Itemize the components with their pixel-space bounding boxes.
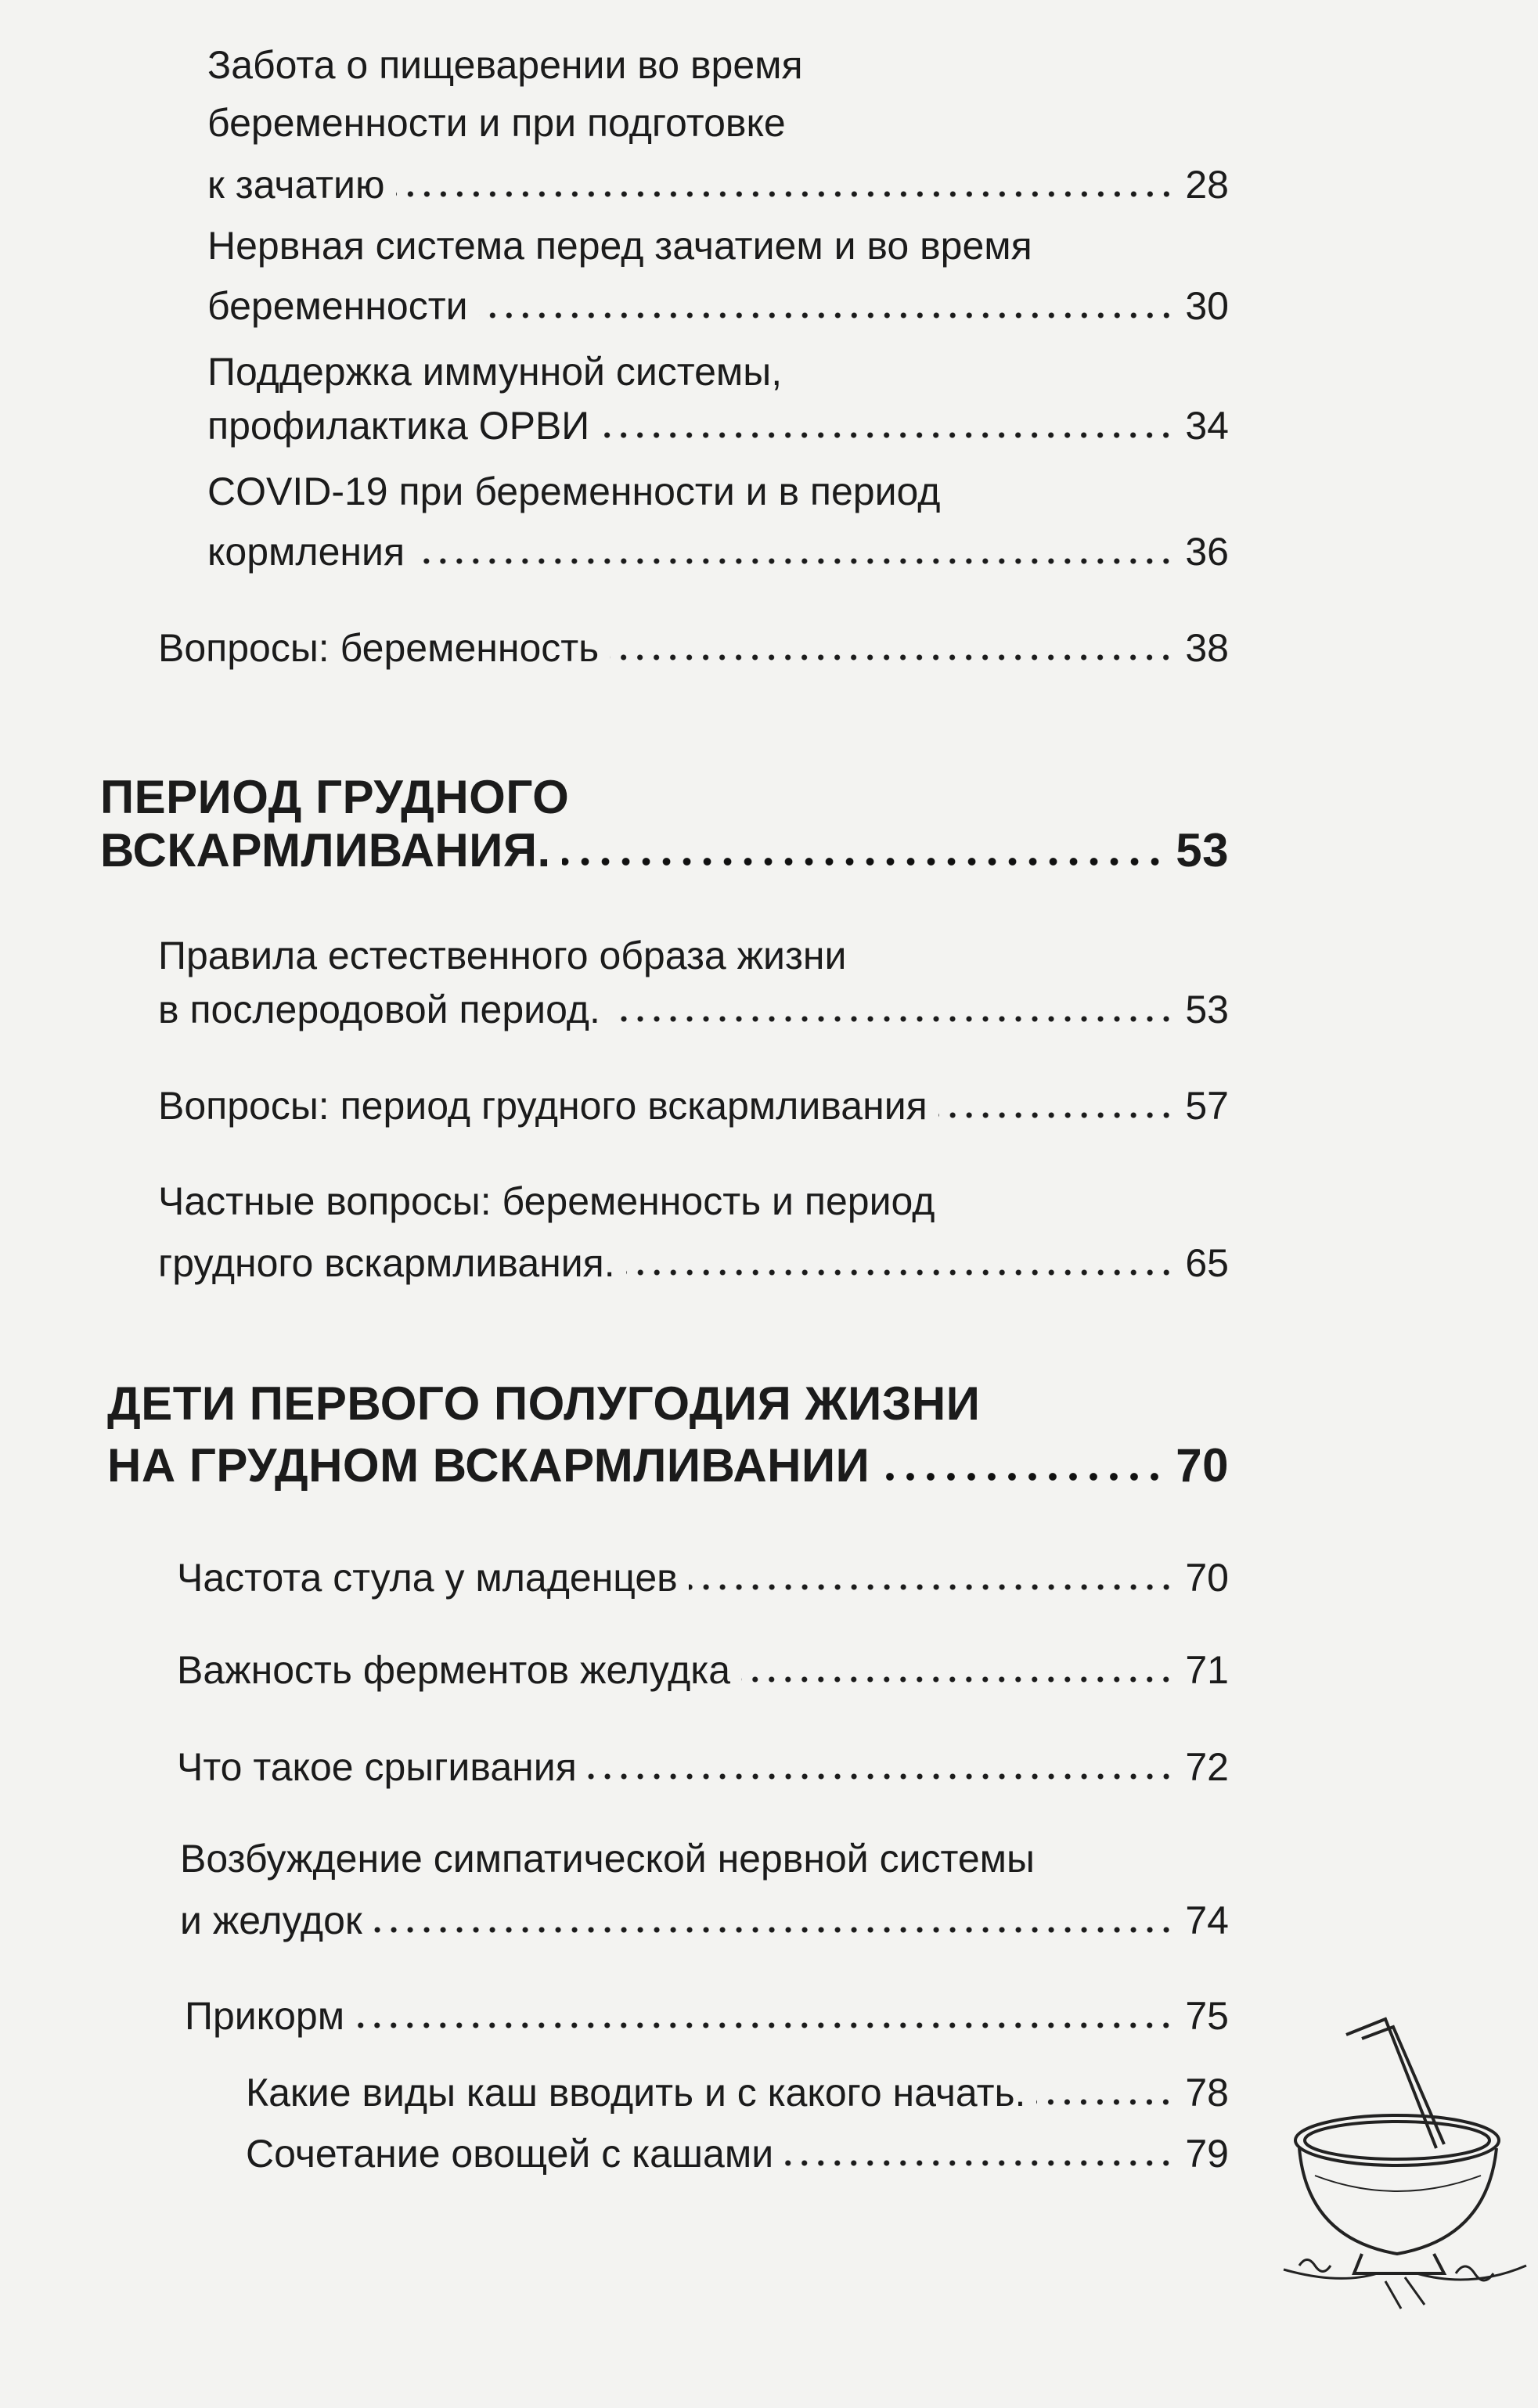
toc-entry	[207, 521, 1229, 582]
toc-page-number: 70	[1176, 1439, 1229, 1492]
toc-line	[100, 824, 1229, 877]
toc-page-number: 53	[1185, 988, 1229, 1031]
dot-leader	[626, 1269, 1175, 1276]
toc-entry	[207, 154, 1229, 215]
dot-leader	[938, 1111, 1175, 1119]
toc-entry-title: в послеродовой период.	[158, 988, 600, 1031]
dot-leader	[881, 1472, 1165, 1481]
toc-line	[180, 1890, 1229, 1951]
dot-leader	[610, 653, 1174, 661]
toc-page-number: 38	[1185, 626, 1229, 670]
toc-page-number: 53	[1176, 824, 1229, 876]
toc-entry	[185, 1985, 1229, 2046]
toc-line	[207, 395, 1229, 456]
dot-leader	[373, 1926, 1175, 1934]
toc-entry	[158, 617, 1229, 678]
dot-leader	[741, 1676, 1174, 1683]
toc-line	[246, 2062, 1229, 2123]
toc-line	[185, 1985, 1229, 2046]
toc-entry-title: ВСКАРМЛИВАНИЯ.	[100, 824, 551, 876]
toc-line	[180, 1828, 1229, 1889]
dot-leader	[784, 2159, 1174, 2167]
toc-entry-title: ПЕРИОД ГРУДНОГО	[100, 771, 570, 823]
toc-line	[207, 34, 1229, 95]
mortar-and-pestle-illustration	[1268, 2003, 1534, 2316]
toc-section-heading	[100, 824, 1229, 877]
toc-page-number: 30	[1185, 284, 1229, 328]
toc-line	[177, 1737, 1229, 1798]
toc-entry-title: кормления	[207, 530, 405, 574]
toc-entry-title: беременности	[207, 284, 468, 328]
toc-entry	[177, 1737, 1229, 1798]
toc-line	[207, 154, 1229, 215]
toc-line	[158, 1171, 1229, 1232]
toc-line	[158, 617, 1229, 678]
toc-line	[158, 979, 1229, 1040]
toc-line	[207, 341, 1229, 402]
toc-entry-title: ДЕТИ ПЕРВОГО ПОЛУГОДИЯ ЖИЗНИ	[107, 1377, 981, 1430]
toc-line	[158, 1233, 1229, 1294]
toc-line	[177, 1640, 1229, 1701]
toc-entry	[158, 1233, 1229, 1294]
toc-section-heading	[100, 771, 1229, 824]
toc-section-heading	[107, 1439, 1229, 1492]
toc-entry-title: Частные вопросы: беременность и период	[158, 1179, 935, 1223]
toc-entry	[158, 1075, 1229, 1136]
toc-entry	[207, 275, 1229, 337]
toc-entry-title: Частота стула у младенцев	[177, 1556, 678, 1600]
toc-page-number: 71	[1185, 1648, 1229, 1692]
toc-page-number: 79	[1185, 2132, 1229, 2176]
toc-entry	[207, 341, 1229, 402]
toc-entry	[158, 925, 1229, 986]
toc-page-number: 70	[1185, 1556, 1229, 1600]
toc-entry-title: беременности и при подготовке	[207, 101, 786, 145]
toc-entry-title: Прикорм	[185, 1994, 345, 2038]
toc-entry-title: Возбуждение симпатической нервной системы	[180, 1837, 1035, 1881]
toc-entry-title: Вопросы: период грудного вскармливания	[158, 1084, 927, 1128]
dot-leader	[416, 557, 1174, 565]
toc-entry	[158, 979, 1229, 1040]
toc-entry	[177, 1547, 1229, 1608]
toc-entry-title: Что такое срыгивания	[177, 1745, 577, 1789]
toc-line	[207, 275, 1229, 337]
toc-entry-title: и желудок	[180, 1899, 362, 1942]
dot-leader	[611, 1015, 1175, 1023]
toc-line	[207, 92, 1229, 153]
toc-page-number: 74	[1185, 1899, 1229, 1942]
toc-entry	[207, 92, 1229, 153]
toc-entry	[158, 1171, 1229, 1232]
toc-entry-title: НА ГРУДНОМ ВСКАРМЛИВАНИИ	[107, 1439, 870, 1492]
toc-entry	[207, 34, 1229, 95]
toc-line	[100, 771, 1229, 824]
toc-entry-title: Забота о пищеварении во время	[207, 43, 803, 87]
toc-entry	[207, 215, 1229, 276]
toc-page-number: 78	[1185, 2071, 1229, 2115]
dot-leader	[588, 1773, 1175, 1780]
dot-leader	[396, 190, 1175, 198]
toc-entry-title: Вопросы: беременность	[158, 626, 600, 670]
toc-page-number: 34	[1185, 404, 1229, 448]
toc-line	[177, 1547, 1229, 1608]
toc-line	[107, 1377, 1229, 1431]
toc-entry	[180, 1828, 1229, 1889]
toc-entry-title: Какие виды каш вводить и с какого начать.	[246, 2071, 1026, 2115]
toc-line	[207, 461, 1229, 522]
toc-entry-title: Правила естественного образа жизни	[158, 934, 847, 977]
toc-entry	[207, 461, 1229, 522]
toc-line	[207, 215, 1229, 276]
toc-entry-title: профилактика ОРВИ	[207, 404, 590, 448]
dot-leader	[355, 2021, 1174, 2029]
toc-entry-title: COVID-19 при беременности и в период	[207, 470, 941, 513]
dot-leader	[562, 857, 1165, 866]
toc-line	[107, 1439, 1229, 1492]
dot-leader	[1036, 2098, 1174, 2106]
toc-entry	[207, 395, 1229, 456]
toc-page-number: 75	[1185, 1994, 1229, 2038]
toc-line	[158, 925, 1229, 986]
toc-entry-title: Важность ферментов желудка	[177, 1648, 731, 1692]
toc-entry	[246, 2123, 1229, 2184]
toc-entry-title: Поддержка иммунной системы,	[207, 350, 783, 394]
toc-line	[158, 1075, 1229, 1136]
dot-leader	[689, 1583, 1175, 1591]
toc-entry	[180, 1890, 1229, 1951]
dot-leader	[600, 431, 1174, 439]
toc-entry-title: к зачатию	[207, 163, 385, 207]
toc-line	[246, 2123, 1229, 2184]
toc-entry	[246, 2062, 1229, 2123]
toc-page-number: 72	[1185, 1745, 1229, 1789]
toc-line	[207, 521, 1229, 582]
toc-section-heading	[107, 1377, 1229, 1431]
toc-entry-title: Нервная система перед зачатием и во время	[207, 224, 1032, 268]
toc-entry	[177, 1640, 1229, 1701]
dot-leader	[479, 311, 1175, 319]
toc-page-number: 28	[1185, 163, 1229, 207]
toc-entry-title: грудного вскармливания.	[158, 1241, 615, 1285]
toc-page-number: 57	[1185, 1084, 1229, 1128]
toc-entry-title: Сочетание овощей с кашами	[246, 2132, 774, 2176]
toc-page-number: 65	[1185, 1241, 1229, 1285]
toc-page-number: 36	[1185, 530, 1229, 574]
